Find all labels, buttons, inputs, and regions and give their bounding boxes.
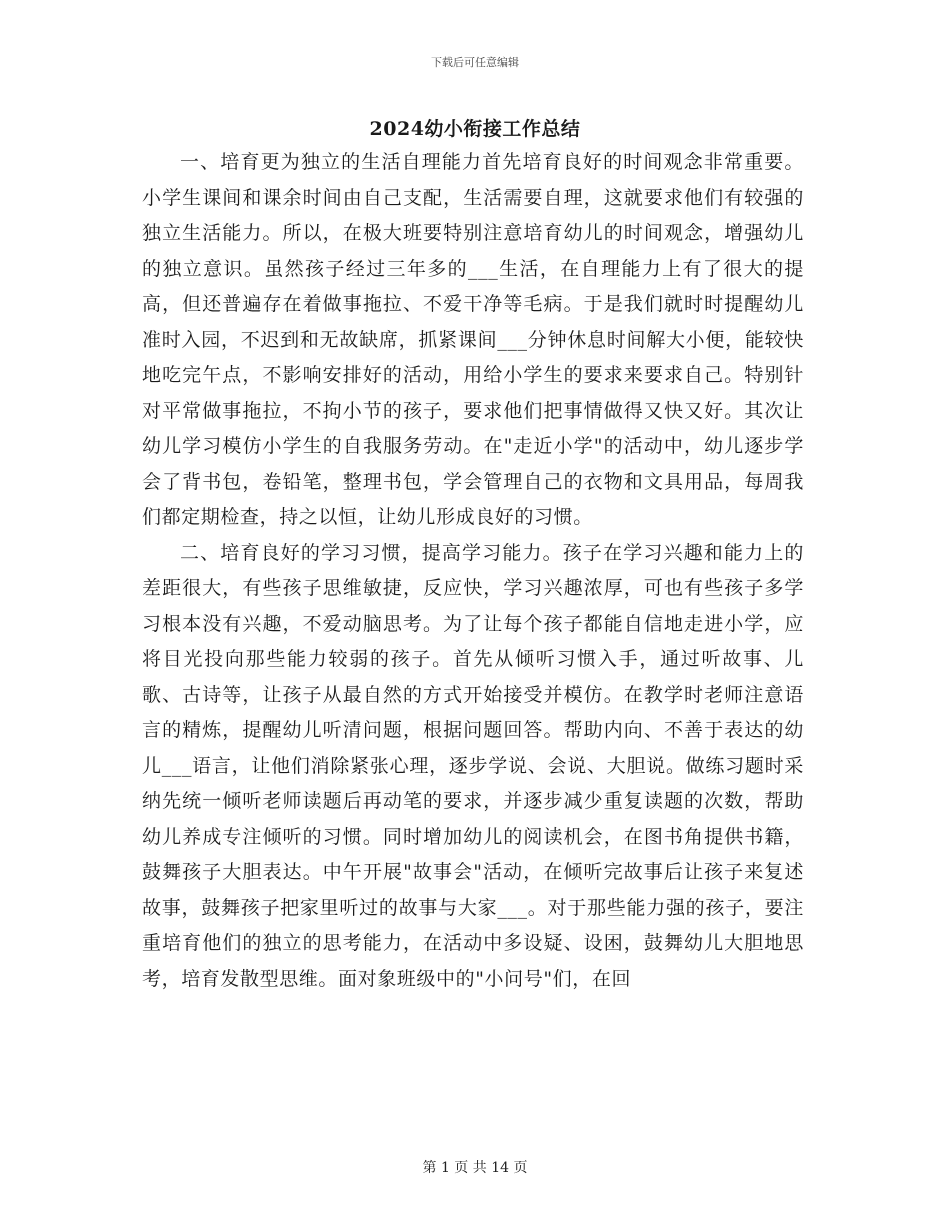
paragraph-2: 二、培育良好的学习习惯，提高学习能力。孩子在学习兴趣和能力上的差距很大，有些孩子思维敏捷，反应快，学习兴趣浓厚，可也有些孩子多学习根本没有兴趣，不爱动脑思考。为了让每个孩子都能自信地走进小学，应将目光投向那些能力较弱的孩子。首先从倾听习惯入手，通过听故事、儿歌、古诗等，让孩子从最自然的方式开始接受并模仿。在教学时老师注意语言的精炼，提醒幼儿听清问题，根据问题回答。帮助内向、不善于表达的幼儿___语言，让他们消除紧张心理，逐步学说、会说、大胆说。做练习题时采纳先统一倾听老师读题后再动笔的要求，并逐步减少重复读题的次数，帮助幼儿养成专注倾听的习惯。同时增加幼儿的阅读机会，在图书角提供书籍，鼓舞孩子大胆表达。中午开展"故事会"活动，在倾听完故事后让孩子来复述故事，鼓舞孩子把家里听过的故事与大家___。对于那些能力强的孩子，要注重培育他们的独立的思考能力，在活动中多设疑、设困，鼓舞幼儿大胆地思考，培育发散型思维。面对象班级中的"小问号"们，在回 [142,541,804,990]
page-number: 第 1 页 共 14 页 [422,1160,528,1176]
document-body [142,145,804,997]
header-note: 下载后可任意编辑 [431,56,519,69]
paragraph-1: 一、培育更为独立的生活自理能力首先培育良好的时间观念非常重要。小学生课间和课余时间由自己支配，生活需要自理，这就要求他们有较强的独立生活能力。所以，在极大班要特别注意培育幼儿的时间观念，增强幼儿的独立意识。虽然孩子经过三年多的___生活，在自理能力上有了很大的提高，但还普遍存在着做事拖拉、不爱干净等毛病。于是我们就时时提醒幼儿准时入园，不迟到和无故缺席，抓紧课间___分钟休息时间解大小便，能较快地吃完午点，不影响安排好的活动，用给小学生的要求来要求自己。特别针对平常做事拖拉，不拘小节的孩子，要求他们把事情做得又快又好。其次让幼儿学习模仿小学生的自我服务劳动。在"走近小学"的活动中，幼儿逐步学会了背书包，卷铅笔，整理书包，学会管理自己的衣物和文具用品，每周我们都定期检查，持之以恒，让幼儿形成良好的习惯。 [142,151,804,528]
document-title: 2024幼小衔接工作总结 [369,118,581,140]
